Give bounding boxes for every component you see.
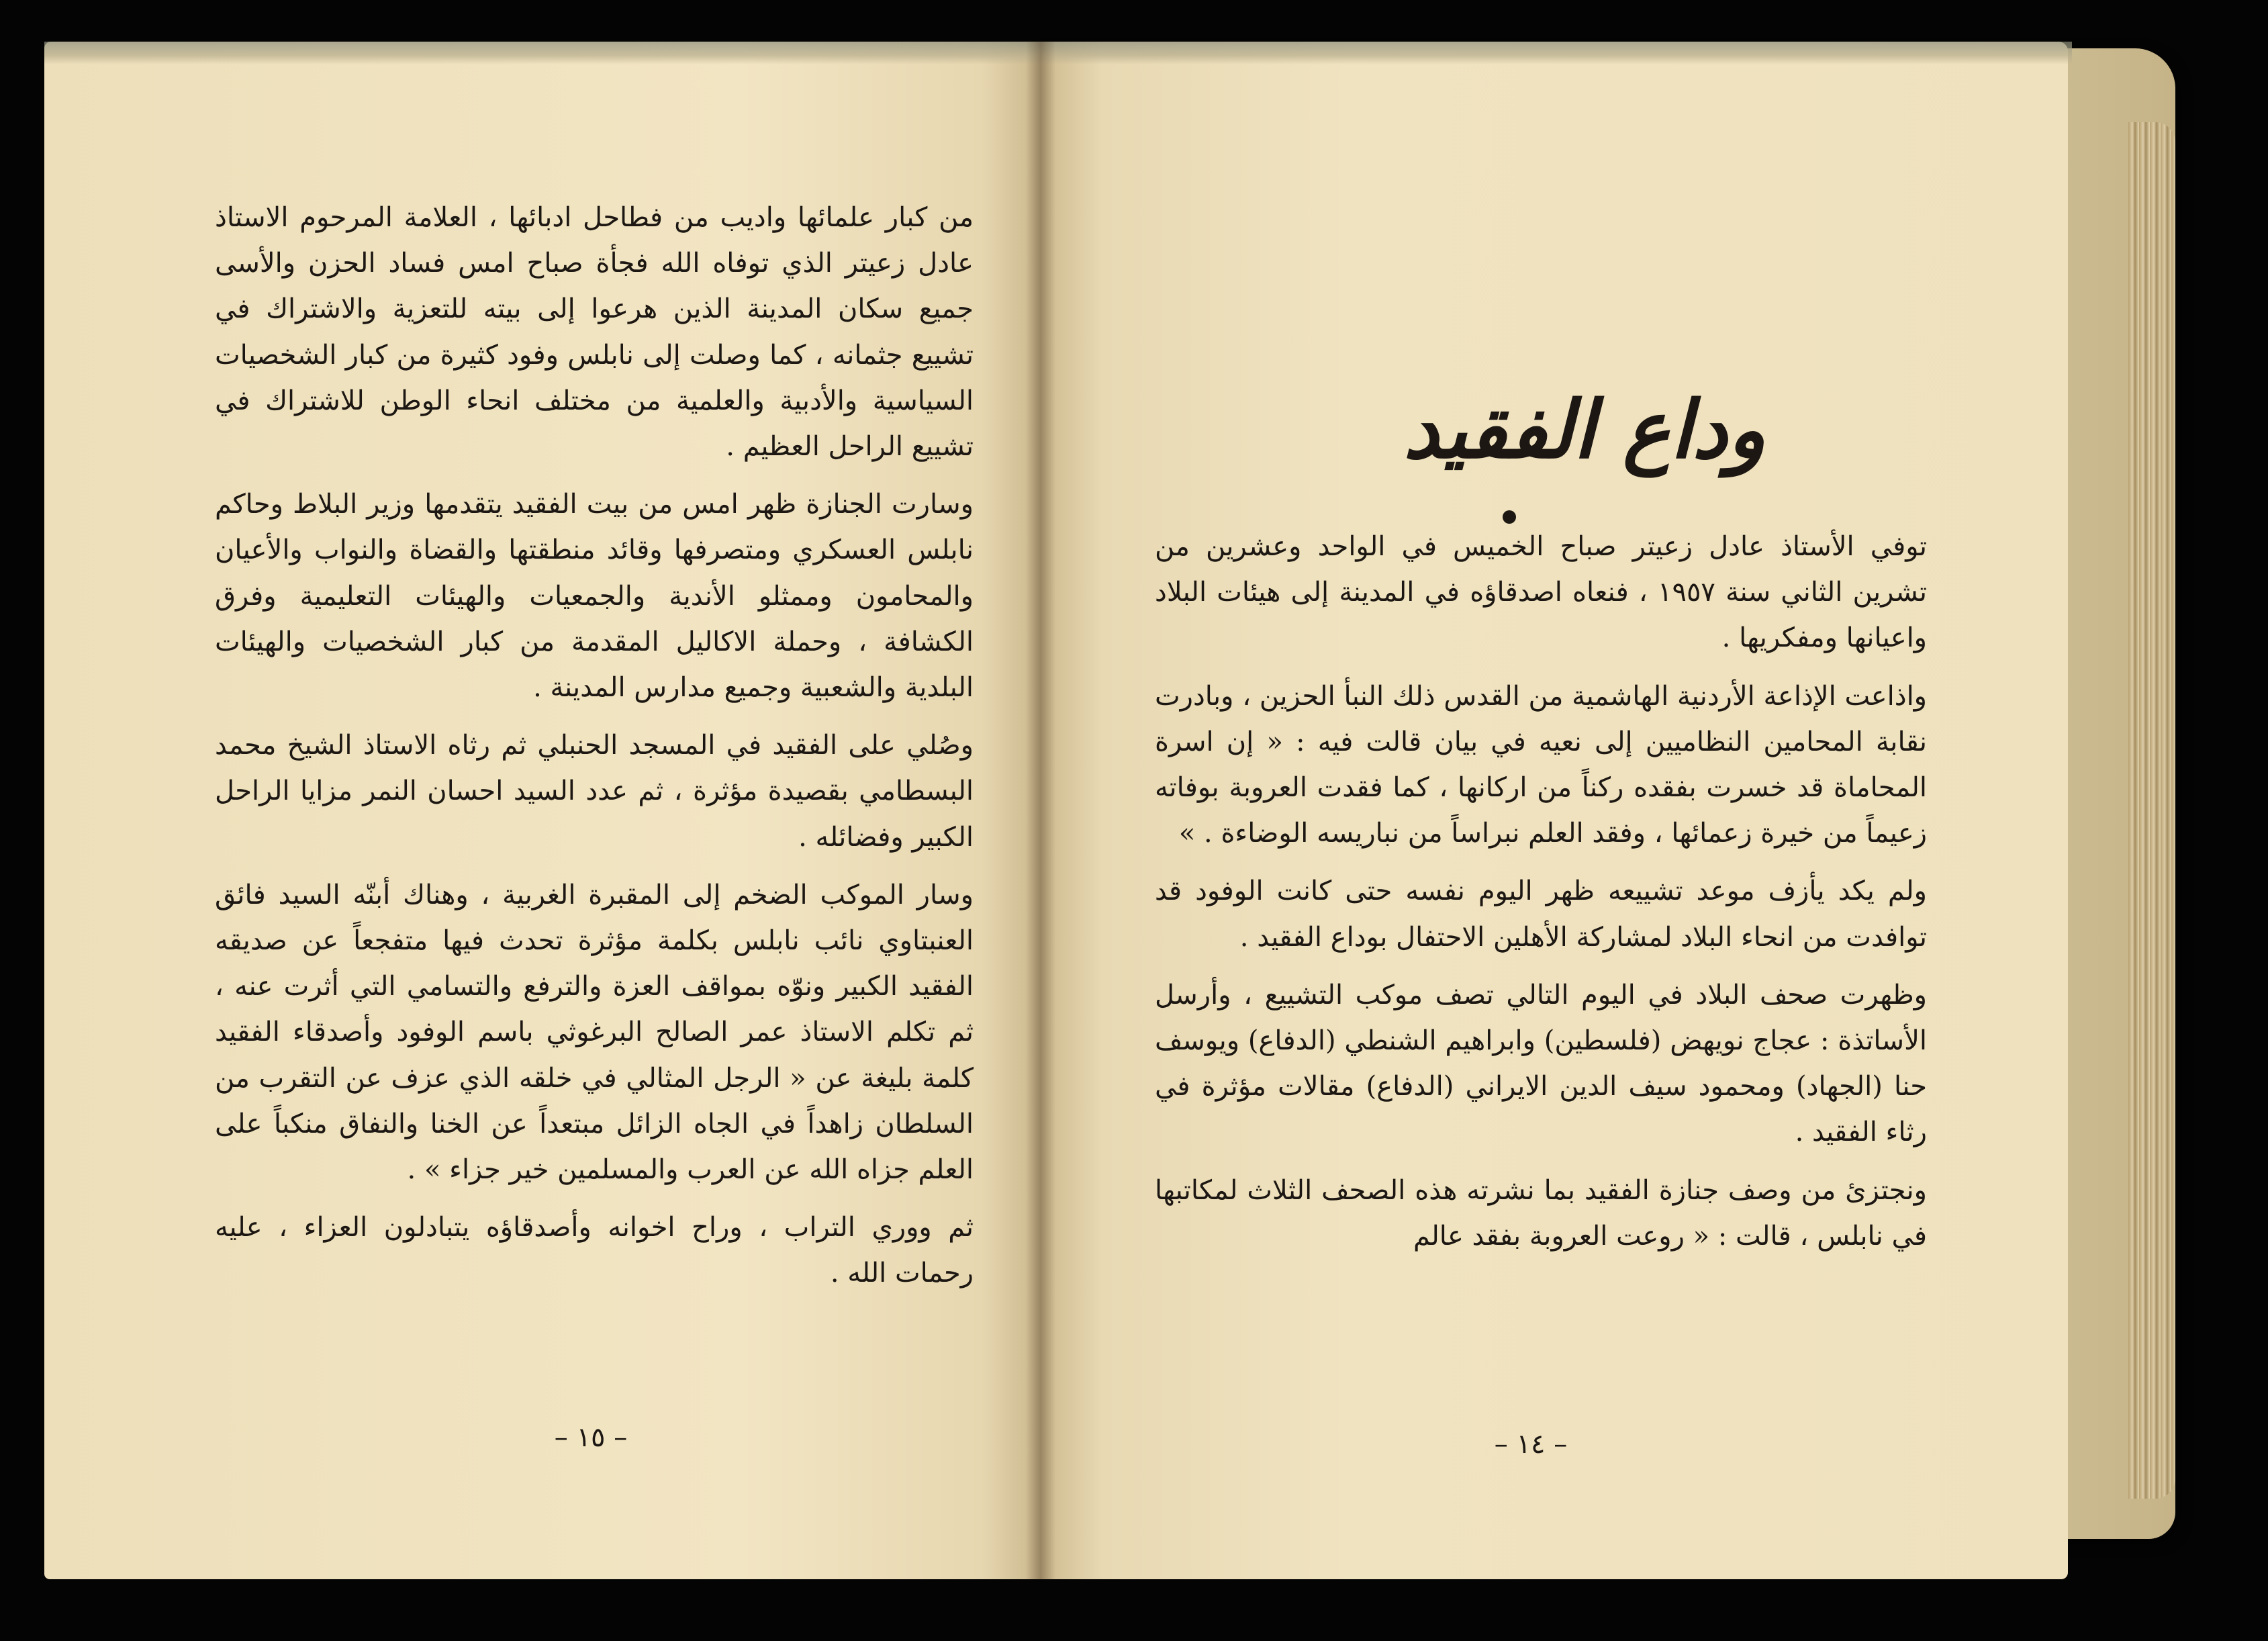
right-page-number: – ١٤ – (1494, 1429, 1568, 1460)
page-stack-edge (2128, 122, 2175, 1499)
binding-shadow-top (44, 42, 2072, 64)
right-page-text (1155, 524, 1927, 1271)
left-paragraph-3: وصُلي على الفقيد في المسجد الحنبلي ثم رثاه الاستاذ الشيخ محمد البسطامي بقصيدة مؤثرة ، ثم عدد السيد احسان النمر مزايا الراحل الكبير وفضائله . (215, 730, 974, 853)
book-gutter (1026, 42, 1055, 1579)
right-paragraph-2: واذاعت الإذاعة الأردنية الهاشمية من القدس ذلك النبأ الحزين ، وبادرت نقابة المحامين النظاميين إلى نعيه في بيان قالت فيه : « إن اسرة المحاماة قد خسرت بفقده ركناً من اركانها ، كما فقدت العروبة بوفاته زعيماً من خيرة زعمائها ، وفقد العلم نبراساً من نباريسه الوضاءة . » (1155, 680, 1927, 849)
right-paragraph-4: وظهرت صحف البلاد في اليوم التالي تصف موكب التشييع ، وأرسل الأساتذة : عجاج نويهض (فلسطين) وابراهيم الشنطي (الدفاع) ويوسف حنا (الجهاد) ومحمود سيف الدين الايراني (الدفاع) مقالات مؤثرة في رثاء الفقيد . (1155, 979, 1927, 1148)
left-paragraph-5: ثم ووري التراب ، وراح اخوانه وأصدقاؤه يتبادلون العزاء ، عليه رحمات الله . (215, 1212, 974, 1289)
title-ornament-dot (1503, 510, 1516, 524)
left-page-number: – ١٥ – (554, 1422, 628, 1453)
left-paragraph-4: وسار الموكب الضخم إلى المقبرة الغربية ، وهناك أبنّه السيد فائق العنبتاوي نائب نابلس بكلمة مؤثرة تحدث فيها متفجعاً عن صديقه الفقيد الكبير ونوّه بمواقف العزة والترفع والتسامي التي أثرت عنه ، ثم تكلم الاستاذ عمر الصالح البرغوثي باسم الوفود وأصدقاء الفقيد كلمة بليغة عن « الرجل المثالي في خلقه الذي عزف عن التقرب من السلطان زاهداً في الجاه الزائل مبتعداً عن الخنا والنفاق منكباً على العلم جزاه الله عن العرب والمسلمين خير جزاء » . (215, 879, 974, 1186)
chapter-title: وداع الفقيد (1403, 383, 1766, 476)
right-paragraph-3: ولم يكد يأزف موعد تشييعه ظهر اليوم نفسه حتى كانت الوفود قد توافدت من انحاء البلاد لمشاركة الأهلين الاحتفال بوداع الفقيد . (1155, 876, 1927, 953)
left-paragraph-2: وسارت الجنازة ظهر امس من بيت الفقيد يتقدمها وزير البلاط وحاكم نابلس العسكري ومتصرفها وقائد منطقتها والقضاة والنواب والأعيان والمحامون وممثلو الأندية والجمعيات والهيئات التعليمية وفرق الكشافة ، وحملة الاكاليل المقدمة من كبار الشخصيات والهيئات البلدية والشعبية وجميع مدارس المدينة . (215, 489, 974, 704)
right-paragraph-5: ونجتزئ من وصف جنازة الفقيد بما نشرته هذه الصحف الثلاث لمكاتبها في نابلس ، قالت : « روعت العروبة بفقد عالم (1155, 1174, 1927, 1252)
left-page-text (215, 195, 974, 1309)
left-paragraph-1: من كبار علمائها واديب من فطاحل ادبائها ، العلامة المرحوم الاستاذ عادل زعيتر الذي توفاه الله فجأة صباح امس فساد الحزن والأسى جميع سكان المدينة الذين هرعوا إلى بيته للتعزية والاشتراك في تشييع جثمانه ، كما وصلت إلى نابلس وفود كثيرة من كبار الشخصيات السياسية والأدبية والعلمية من مختلف انحاء الوطن للاشتراك في تشييع الراحل العظيم . (215, 202, 974, 463)
right-paragraph-1: توفي الأستاذ عادل زعيتر صباح الخميس في الواحد وعشرين من تشرين الثاني سنة ١٩٥٧ ، فنعاه اصدقاؤه في المدينة إلى هيئات البلاد واعيانها ومفكريها . (1155, 531, 1927, 654)
